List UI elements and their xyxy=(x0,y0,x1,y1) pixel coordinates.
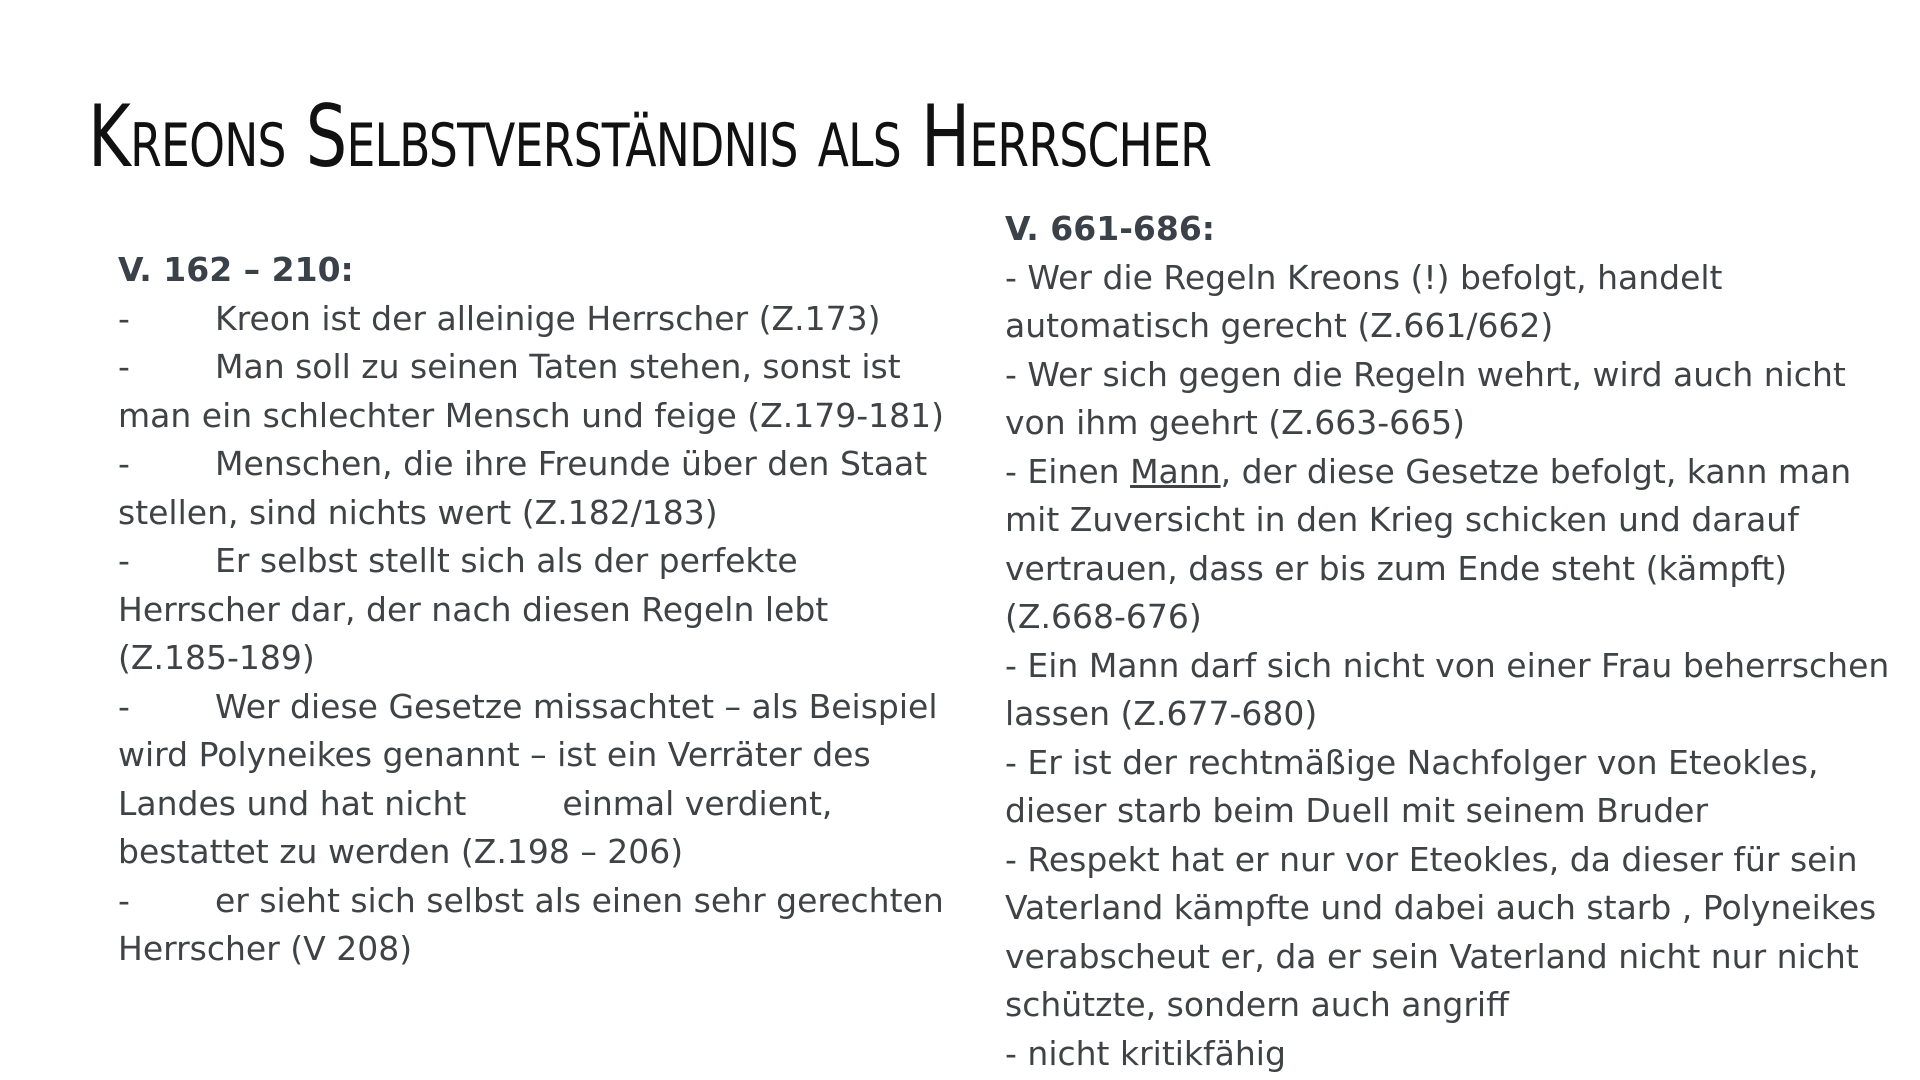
bullet-dash: - xyxy=(118,880,130,920)
bullet-dash: - xyxy=(118,444,130,483)
left-column xyxy=(118,246,948,974)
bullet-text: Er ist der rechtmäßige Nachfolger von Eteokles, dieser starb beim Duell mit seinem Bruder xyxy=(1005,742,1819,830)
bullet-text: Respekt hat er nur vor Eteokles, da dieser für sein Vaterland kämpfte und dabei auch starb , Polyneikes verabscheut er, da er sein Vaterland nicht nur nicht schützte, sondern auch angriff xyxy=(1005,839,1877,1024)
left-bullet-6 xyxy=(118,877,948,974)
right-bullet-5 xyxy=(1005,739,1905,836)
bullet-text-cont: einmal verdient, bestattet zu werden (Z.198 – 206) xyxy=(118,783,833,871)
bullet-text-post: , der diese Gesetze befolgt, kann man mit Zuversicht in den Krieg schicken und darauf vertrauen, dass er bis zum Ende steht (kämpft) (Z.668-676) xyxy=(1005,451,1852,636)
right-bullet-7 xyxy=(1005,1030,1905,1079)
left-bullet-5 xyxy=(118,683,948,877)
bullet-dash: - xyxy=(1005,839,1028,879)
bullet-text: Kreon ist der alleinige Herrscher (Z.173) xyxy=(215,298,881,338)
bullet-dash: - xyxy=(118,298,130,338)
left-bullet-3 xyxy=(118,440,948,537)
right-column xyxy=(1005,205,1905,1078)
bullet-text: er sieht sich selbst als einen sehr gerechten Herrscher (V 208) xyxy=(118,880,944,968)
slide-title: Kreons Selbstverständnis als Herrscher xyxy=(88,87,1212,187)
bullet-text-pre: Einen xyxy=(1027,451,1131,491)
left-bullet-4 xyxy=(118,537,948,683)
bullet-dash: - xyxy=(1005,257,1028,297)
bullet-dash: - xyxy=(118,347,130,386)
right-bullet-6 xyxy=(1005,836,1905,1030)
bullet-text: Wer die Regeln Kreons (!) befolgt, handelt automatisch gerecht (Z.661/662) xyxy=(1005,257,1723,345)
right-heading: V. 661-686: xyxy=(1005,209,1215,248)
bullet-dash: - xyxy=(1005,451,1028,491)
bullet-dash: - xyxy=(1005,645,1028,685)
bullet-text: Man soll zu seinen Taten stehen, sonst ist man ein schlechter Mensch und feige (Z.179-181) xyxy=(118,347,944,435)
left-heading: V. 162 – 210: xyxy=(118,250,354,289)
left-bullet-1 xyxy=(118,295,948,344)
bullet-dash: - xyxy=(118,686,130,726)
bullet-text: Wer diese Gesetze missachtet – als Beispiel wird Polyneikes genannt – ist ein Verräter des Landes und hat nicht xyxy=(118,686,938,823)
bullet-dash: - xyxy=(1005,1033,1028,1073)
bullet-dash: - xyxy=(1005,354,1028,394)
bullet-dash: - xyxy=(118,541,130,580)
bullet-text: Er selbst stellt sich als der perfekte Herrscher dar, der nach diesen Regeln lebt (Z.185-189) xyxy=(118,541,829,677)
underlined-word: Mann xyxy=(1130,451,1221,491)
bullet-text: Menschen, die ihre Freunde über den Staat stellen, sind nichts wert (Z.182/183) xyxy=(118,444,928,532)
right-bullet-3 xyxy=(1005,448,1905,642)
bullet-text: Wer sich gegen die Regeln wehrt, wird auch nicht von ihm geehrt (Z.663-665) xyxy=(1005,354,1846,442)
left-bullet-2 xyxy=(118,343,948,440)
bullet-text: nicht kritikfähig xyxy=(1027,1033,1286,1073)
right-bullet-4 xyxy=(1005,642,1905,739)
right-bullet-1 xyxy=(1005,254,1905,351)
bullet-dash: - xyxy=(1005,742,1028,782)
bullet-text: Ein Mann darf sich nicht von einer Frau beherrschen lassen (Z.677-680) xyxy=(1005,645,1890,733)
right-bullet-2 xyxy=(1005,351,1905,448)
